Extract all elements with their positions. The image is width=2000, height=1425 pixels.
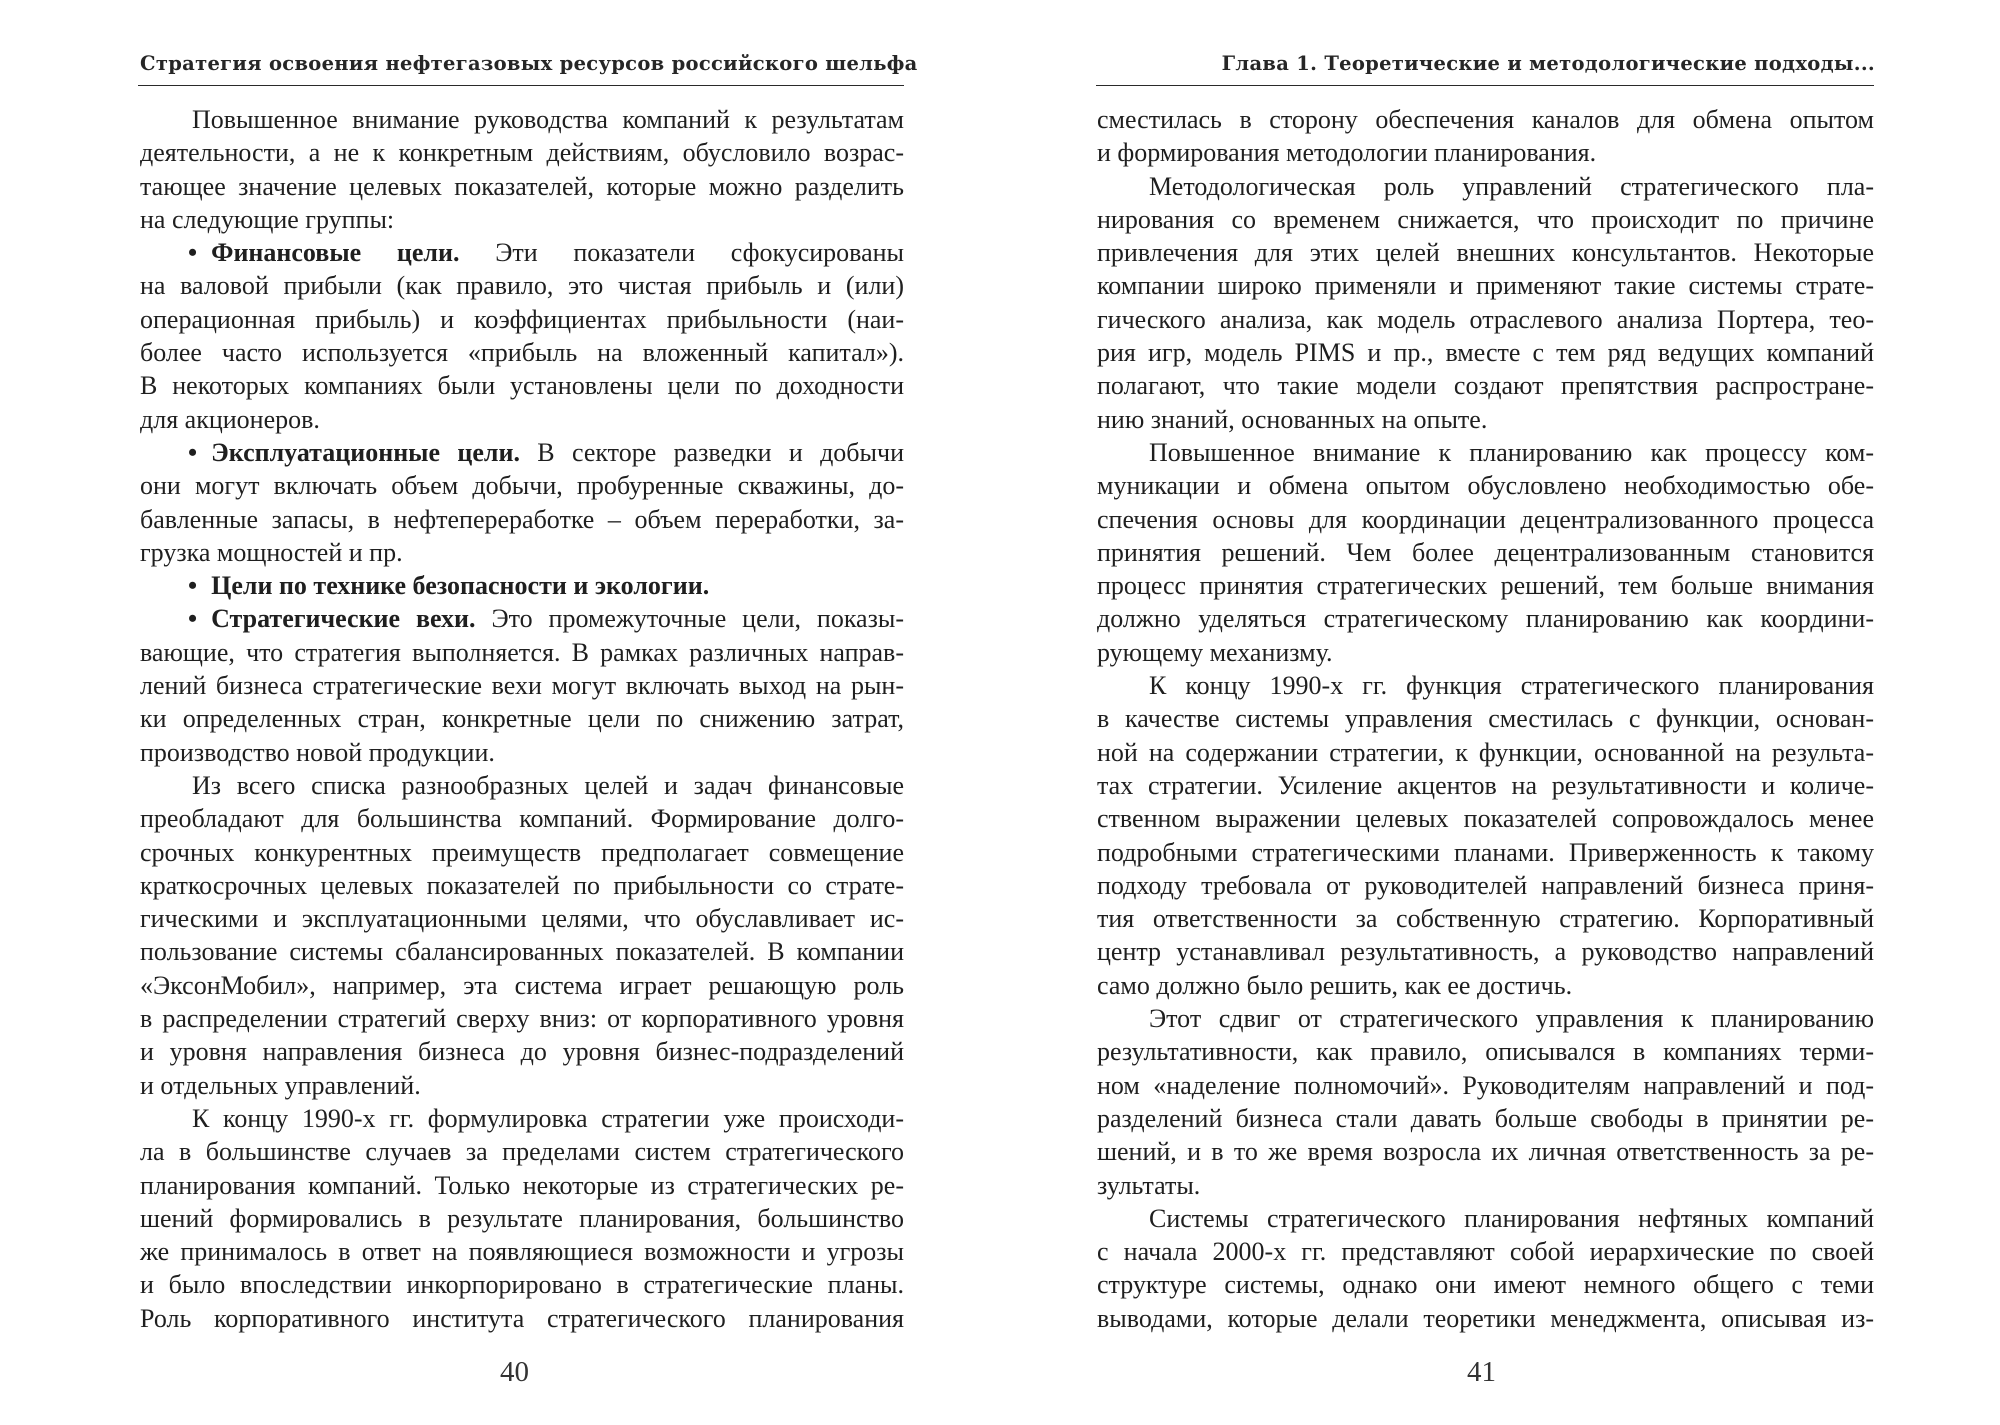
- text-line: [140, 669, 904, 702]
- line-text: планирования компаний. Только некоторые из стратегических ре-: [140, 1170, 904, 1200]
- line-text: деятельности, а не к конкретным действиям, обусловило возрас-: [140, 138, 904, 168]
- text-line: [140, 536, 904, 569]
- text-line: [1097, 602, 1874, 635]
- line-text: срочных конкурентных преимуществ предполагает совмещение: [140, 837, 904, 867]
- line-text: Роль корпоративного института стратегического планирования: [140, 1303, 904, 1333]
- line-text: для акционеров.: [140, 404, 320, 434]
- line-text: бавленные запасы, в нефтепереработке – объем переработки, за-: [140, 504, 904, 534]
- line-text: вающие, что стратегия выполняется. В рамках различных направ-: [140, 637, 904, 667]
- line-text: К концу 1990-х гг. формулировка стратегии уже происходи-: [192, 1103, 904, 1133]
- line-text: К концу 1990-х гг. функция стратегического планирования: [1149, 671, 1874, 701]
- line-text: ки определенных стран, конкретные цели по снижению затрат,: [140, 704, 904, 734]
- text-line: [140, 436, 904, 469]
- bullet-icon: •: [188, 571, 198, 601]
- text-line: [140, 636, 904, 669]
- text-line: [1097, 836, 1874, 869]
- line-text: преобладают для большинства компаний. Формирование долго-: [140, 804, 904, 834]
- text-line: [140, 1035, 904, 1068]
- line-text: В некоторых компаниях были установлены цели по доходности: [140, 371, 904, 401]
- text-line: [1097, 1035, 1874, 1068]
- body-text-left: [140, 103, 904, 1335]
- text-line: [1097, 269, 1874, 302]
- text-line: [1097, 636, 1874, 669]
- line-text: тия ответственности за собственную стратегию. Корпоративный: [1097, 904, 1874, 934]
- line-text: в распределении стратегий сверху вниз: от корпоративного уровня: [140, 1004, 904, 1034]
- line-text: и отдельных управлений.: [140, 1070, 421, 1100]
- line-text: операционная прибыль) и коэффициентах прибыльности (наи-: [140, 304, 904, 334]
- text-line: [140, 736, 904, 769]
- text-line: [1097, 1169, 1874, 1202]
- running-head-right: Глава 1. Теоретические и методологические подходы...: [1221, 52, 1875, 75]
- line-text: муникации и обмена опытом обусловлено необходимостью обе-: [1097, 471, 1874, 501]
- line-text: центр устанавливал результативность, а руководство направлений: [1097, 937, 1874, 967]
- text-line: [1097, 669, 1874, 702]
- line-text: принятия решений. Чем более децентрализованным становится: [1097, 537, 1874, 567]
- line-text: гическими и эксплуатационными целями, что обуславливает ис-: [140, 904, 904, 934]
- line-text: разделений бизнеса стали давать больше свободы в принятии ре-: [1097, 1103, 1874, 1133]
- text-line: [1097, 769, 1874, 802]
- text-line: [1097, 736, 1874, 769]
- text-line: [1097, 1135, 1874, 1168]
- line-text: Повышенное внимание руководства компаний к результатам: [192, 105, 904, 134]
- line-text: краткосрочных целевых показателей по прибыльности со страте-: [140, 870, 904, 900]
- text-line: [1097, 436, 1874, 469]
- text-line: [1097, 902, 1874, 935]
- bold-term: Стратегические вехи.: [211, 604, 476, 634]
- header-rule-right: [1096, 85, 1874, 86]
- line-text: и было впоследствии инкорпорировано в стратегические планы.: [140, 1270, 904, 1300]
- text-line: [140, 969, 904, 1002]
- text-line: [140, 336, 904, 369]
- line-text: результативности, как правило, описывался в компаниях терми-: [1097, 1037, 1874, 1067]
- line-text: нию знаний, основанных на опыте.: [1097, 404, 1488, 434]
- line-text: Повышенное внимание к планированию как процессу ком-: [1149, 437, 1874, 467]
- line-text: Системы стратегического планирования нефтяных компаний: [1149, 1203, 1874, 1233]
- text-line: [140, 103, 904, 136]
- line-text: рующему механизму.: [1097, 637, 1333, 667]
- line-text: компании широко применяли и применяют такие системы страте-: [1097, 271, 1874, 301]
- line-text: привлечения для этих целей внешних консультантов. Некоторые: [1097, 238, 1874, 268]
- line-text: «ЭксонМобил», например, эта система играет решающую роль: [140, 970, 904, 1000]
- text-line: [1097, 869, 1874, 902]
- right-page: [1000, 0, 2000, 1425]
- line-text: Эти показатели сфокусированы: [495, 238, 905, 268]
- text-line: [1097, 969, 1874, 1002]
- text-line: [140, 602, 904, 635]
- line-text: Методологическая роль управлений стратегического пла-: [1149, 171, 1874, 201]
- text-line: [140, 503, 904, 536]
- line-text: тающее значение целевых показателей, которые можно разделить: [140, 171, 904, 201]
- text-line: [1097, 702, 1874, 735]
- text-line: [1097, 1235, 1874, 1268]
- running-head-left: Стратегия освоения нефтегазовых ресурсов российского шельфа: [140, 52, 918, 75]
- line-text: зультаты.: [1097, 1170, 1201, 1200]
- line-text: Из всего списка разнообразных целей и задач финансовые: [192, 770, 904, 800]
- text-line: [1097, 369, 1874, 402]
- line-text: более часто используется «прибыль на вложенный капитал»).: [140, 338, 904, 368]
- text-line: [1097, 136, 1874, 169]
- line-text: подходу требовала от руководителей направлений бизнеса приня-: [1097, 870, 1874, 900]
- text-line: [1097, 336, 1874, 369]
- line-text: производство новой продукции.: [140, 737, 495, 767]
- page-number-right: 41: [1467, 1356, 1496, 1388]
- text-line: [1097, 802, 1874, 835]
- line-text: Этот сдвиг от стратегического управления к планированию: [1149, 1004, 1874, 1034]
- bold-term: Финансовые цели.: [211, 238, 460, 268]
- text-line: [140, 1268, 904, 1301]
- line-text: шений формировались в результате планирования, большинство: [140, 1203, 904, 1233]
- text-line: [140, 702, 904, 735]
- text-line: [140, 303, 904, 336]
- text-line: [140, 1002, 904, 1035]
- text-line: [1097, 1102, 1874, 1135]
- text-line: [1097, 469, 1874, 502]
- line-text: ном «наделение полномочий». Руководителям направлений и под-: [1097, 1070, 1874, 1100]
- text-line: [140, 170, 904, 203]
- bold-term: Эксплуатационные цели.: [211, 437, 520, 467]
- header-rule-left: [138, 85, 904, 86]
- line-text: ной на содержании стратегии, к функции, основанной на результа-: [1097, 737, 1874, 767]
- text-line: [140, 1302, 904, 1335]
- text-line: [1097, 1202, 1874, 1235]
- line-text: в качестве системы управления сместилась с функции, основан-: [1097, 704, 1874, 734]
- text-line: [140, 769, 904, 802]
- text-line: [140, 1235, 904, 1268]
- line-text: с начала 2000-х гг. представляют собой иерархические по своей: [1097, 1237, 1874, 1267]
- text-line: [1097, 203, 1874, 236]
- text-line: [1097, 236, 1874, 269]
- line-text: ственном выражении целевых показателей сопровождалось менее: [1097, 804, 1874, 834]
- line-text: сместилась в сторону обеспечения каналов для обмена опытом: [1097, 105, 1874, 134]
- text-line: [140, 1202, 904, 1235]
- line-text: нирования со временем снижается, что происходит по причине: [1097, 204, 1874, 234]
- text-line: [140, 1169, 904, 1202]
- line-text: В секторе разведки и добычи: [537, 437, 904, 467]
- text-line: [140, 403, 904, 436]
- line-text: пользование системы сбалансированных показателей. В компании: [140, 937, 904, 967]
- line-text: ла в большинстве случаев за пределами систем стратегического: [140, 1137, 904, 1167]
- text-line: [1097, 403, 1874, 436]
- text-line: [140, 469, 904, 502]
- text-line: [1097, 935, 1874, 968]
- text-line: [1097, 103, 1874, 136]
- text-line: [140, 802, 904, 835]
- line-text: полагают, что такие модели создают препятствия распростране-: [1097, 371, 1874, 401]
- text-line: [140, 236, 904, 269]
- text-line: [140, 836, 904, 869]
- text-line: [140, 1135, 904, 1168]
- bold-term: Цели по технике безопасности и экологии.: [211, 571, 710, 601]
- text-line: [1097, 1069, 1874, 1102]
- text-line: [140, 569, 904, 602]
- line-text: они могут включать объем добычи, пробуренные скважины, до-: [140, 471, 904, 501]
- bullet-icon: •: [188, 437, 198, 467]
- text-line: [1097, 1268, 1874, 1301]
- text-line: [1097, 569, 1874, 602]
- line-text: рия игр, модель PIMS и пр., вместе с тем ряд ведущих компаний: [1097, 338, 1874, 368]
- text-line: [140, 369, 904, 402]
- text-line: [140, 935, 904, 968]
- text-line: [140, 136, 904, 169]
- line-text: же принималось в ответ на появляющиеся возможности и угрозы: [140, 1237, 904, 1267]
- line-text: на валовой прибыли (как правило, это чистая прибыль и (или): [140, 271, 904, 301]
- line-text: подробными стратегическими планами. Приверженность к такому: [1097, 837, 1874, 867]
- text-line: [140, 902, 904, 935]
- text-line: [140, 203, 904, 236]
- line-text: на следующие группы:: [140, 204, 395, 234]
- line-text: и формирования методологии планирования.: [1097, 138, 1597, 168]
- line-text: спечения основы для координации децентрализованного процесса: [1097, 504, 1874, 534]
- text-line: [140, 1102, 904, 1135]
- bullet-icon: •: [188, 604, 198, 634]
- text-line: [1097, 170, 1874, 203]
- text-line: [1097, 303, 1874, 336]
- text-line: [140, 869, 904, 902]
- bullet-icon: •: [188, 238, 198, 268]
- text-line: [1097, 503, 1874, 536]
- text-line: [1097, 1002, 1874, 1035]
- text-line: [1097, 536, 1874, 569]
- line-text: должно уделяться стратегическому планированию как координи-: [1097, 604, 1874, 634]
- line-text: грузка мощностей и пр.: [140, 537, 403, 567]
- line-text: процесс принятия стратегических решений, тем больше внимания: [1097, 571, 1874, 601]
- body-text-right: [1097, 103, 1874, 1335]
- line-text: шений, и в то же время возросла их личная ответственность за ре-: [1097, 1137, 1874, 1167]
- line-text: гического анализа, как модель отраслевого анализа Портера, тео-: [1097, 304, 1874, 334]
- page-number-left: 40: [500, 1356, 529, 1388]
- line-text: Это промежуточные цели, показы-: [491, 604, 904, 634]
- text-line: [140, 269, 904, 302]
- line-text: само должно было решить, как ее достичь.: [1097, 970, 1573, 1000]
- text-line: [140, 1069, 904, 1102]
- line-text: тах стратегии. Усиление акцентов на результативности и количе-: [1097, 770, 1874, 800]
- line-text: и уровня направления бизнеса до уровня бизнес-подразделений: [140, 1037, 904, 1067]
- line-text: структуре системы, однако они имеют немного общего с теми: [1097, 1270, 1874, 1300]
- line-text: выводами, которые делали теоретики менеджмента, описывая из-: [1097, 1303, 1874, 1333]
- line-text: лений бизнеса стратегические вехи могут включать выход на рын-: [140, 671, 904, 701]
- text-line: [1097, 1302, 1874, 1335]
